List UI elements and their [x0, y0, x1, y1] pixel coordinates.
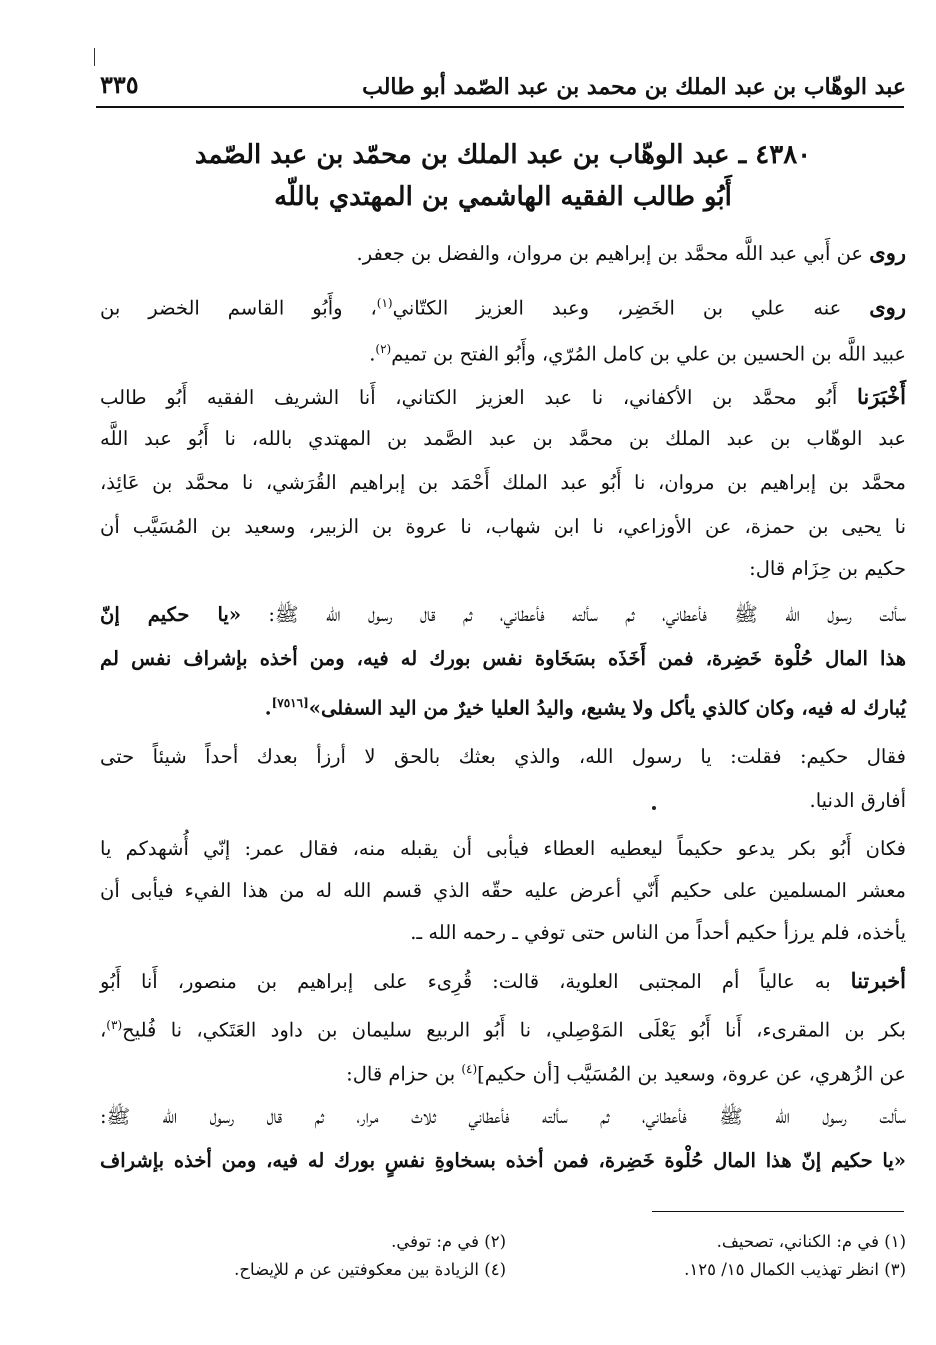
lead-word: روى [869, 240, 906, 265]
footnote-ref: (١) [376, 296, 393, 310]
text-line: محمَّد بن إبراهيم بن مروان، نا أَبُو عبد الملك أَحْمَد بن إبراهيم القُرَشي، نا محمَّد بن عَائِذ، [100, 471, 906, 494]
text-line: عبد الوهّاب بن عبد الملك بن محمَّد بن عبد الصَّمد بن المهتدي بالله، نا أَبُو عبد اللَّه [100, 427, 906, 450]
text-line: روى عنه علي بن الخَضِر، وعبد العزيز الكتّاني$^{(١)}$، وأَبُو القاسم الخضر بن [100, 294, 906, 320]
hadith-text: هذا المال حُلْوة خَضِرة، فمن أَخَذَه بسَخَاوة نفس بورك له فيه، ومن أخذه بإشراف نفس لم [100, 647, 906, 670]
text-line: عبيد اللَّه بن الحسين بن علي بن كامل المُرّي، وأَبُو الفتح بن تميم$^{(٢)}$. [369, 342, 906, 366]
text-line: أخبرتنا به عالياً أم المجتبى العلوية، قالت: قُرِىء على إبراهيم بن منصور، أَنا أَبُو [100, 968, 906, 993]
entry-title-line2: أَبُو طالب الفقيه الهاشمي بن المهتدي باللّه [274, 182, 732, 212]
text-line: بكر بن المقرىء، أَنا أَبُو يَعْلَى المَوْصِلي، نا أَبُو الربيع سليمان بن داود العَتَكي، نا فُليح$^{(٣)}$، [100, 1018, 906, 1042]
footnote-ref: (٤) [461, 1062, 478, 1076]
footnote-rule [652, 1211, 904, 1212]
scan-mark [94, 48, 95, 66]
footnote-1: (١) في م: الكناني، تصحيف. [716, 1232, 906, 1251]
text-line: سألت رسول الله ﷺ فأعطاني، ثم سألته فأعطاني ثلاث مرار، ثم قال رسول الله ﷺ: [100, 1105, 906, 1128]
text-line: فكان أَبُو بكر يدعو حكيماً ليعطيه العطاء فيأبى أن يقبله منه، فقال عمر: إنّي أُشهدكم يا [100, 837, 906, 860]
hadith-text: «يا حكيم إنّ هذا المال حُلْوة خَضِرة، فمن أخذه بسخاوةِ نفسٍ بورك له فيه، ومن أخذه بإشراف [100, 1149, 906, 1172]
text-line: يأخذه، فلم يرزأ حكيم أحداً من الناس حتى توفي ـ رحمه الله ـ. [410, 921, 906, 944]
footnote-2: (٢) في م: توفي. [391, 1232, 506, 1251]
text-line: سألت رسول الله ﷺ فأعطاني، ثم سألته فأعطاني، ثم قال رسول الله ﷺ: «يا حكيم إنّ [100, 603, 906, 626]
text-line: عن الزُهري، عن عروة، وسعيد بن المُسَيَّب [أن حكيم]$^{(٤)}$ بن حزام قال: [346, 1062, 906, 1086]
lead-word: روى [869, 294, 906, 320]
running-title: عبد الوهّاب بن عبد الملك بن محمد بن عبد الصّمد أبو طالب [362, 74, 906, 100]
text-line: حكيم بن حِزَام قال: [749, 557, 906, 580]
lead-word: أَخْبَرَنا [857, 384, 906, 409]
footnote-4: (٤) الزيادة بين معكوفتين عن م للإيضاح. [234, 1260, 506, 1279]
text-line: فقال حكيم: فقلت: يا رسول الله، والذي بعثك بالحق لا أرزأ بعدك أحداً شيئاً حتى [100, 745, 906, 768]
text-line: أفارق الدنيا. [809, 789, 906, 812]
footnote-ref: (٢) [375, 342, 392, 356]
text-line: معشر المسلمين على حكيم أَنّي أعرض عليه حقّه الذي قسم الله له من هذا الفيء فيأبى أن [100, 879, 906, 902]
footnote-ref: (٣) [106, 1018, 123, 1032]
header-rule [96, 106, 904, 108]
hadith-text: يُبارك له فيه، وكان كالذي يأكل ولا يشبع، واليدُ العليا خيرٌ من اليد السفلى»[٧٥١٦]. [264, 696, 906, 720]
text-line: أَخْبَرَنا أَبُو محمَّد بن الأكفاني، نا عبد العزيز الكتاني، أَنا الشريف الفقيه أَبُو طالب [100, 384, 906, 409]
text-line: روى عن أَبي عبد اللَّه محمَّد بن إبراهيم بن مروان، والفضل بن جعفر. [356, 240, 906, 265]
text-line: نا يحيى بن حمزة، عن الأوزاعي، نا ابن شهاب، نا عروة بن الزبير، وسعيد بن المُسَيَّب أن [100, 515, 906, 538]
entry-title-line1: ٤٣٨٠ ـ عبد الوهّاب بن عبد الملك بن محمّد بن عبد الصّمد [194, 140, 812, 170]
page-number: ٣٣٥ [100, 70, 139, 99]
lead-word: أخبرتنا [850, 968, 906, 993]
hadith-text: «يا حكيم إنّ [100, 603, 242, 626]
hadith-number: [٧٥١٦] [271, 696, 309, 710]
footnote-3: (٣) انظر تهذيب الكمال ١٥/ ١٢٥. [684, 1260, 906, 1279]
print-speck [652, 806, 656, 810]
